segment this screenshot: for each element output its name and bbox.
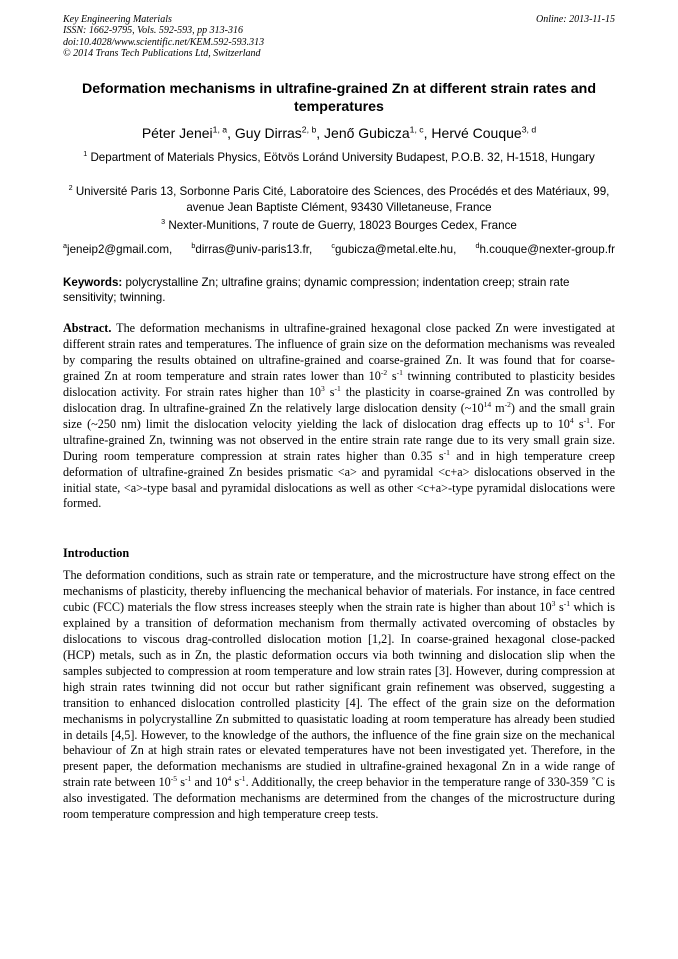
abstract-label: Abstract. <box>63 321 112 335</box>
affiliation-text: Université Paris 13, Sorbonne Paris Cité, Laboratoire des Sciences, des Procédés et des Matériaux, 99, avenue Jean Baptiste Clément, 93430 Villetaneuse, France <box>75 185 610 214</box>
abstract-text: s <box>324 384 335 399</box>
email-marker: b <box>191 241 196 251</box>
body-text: s <box>231 775 240 790</box>
affiliation-text: Nexter-Munitions, 7 route de Guerry, 18023 Bourges Cedex, France <box>168 219 517 232</box>
exponent: 3 <box>321 383 325 393</box>
exponent: -1 <box>334 383 341 393</box>
abstract-text: . For ultrafine-grained Zn, twinning was not observed in the entire strain rate range due to its very small grain size. During room temperature compression at strain rates higher than 0.35 s <box>63 416 615 463</box>
exponent: -1 <box>583 415 590 425</box>
section-heading-introduction: Introduction <box>63 546 130 560</box>
exponent: -1 <box>563 598 570 608</box>
author-name: Guy Dirras <box>234 125 302 141</box>
exponent: -1 <box>239 774 246 784</box>
exponent: -1 <box>396 367 403 377</box>
exponent: 4 <box>569 415 574 425</box>
abstract-text: ) and the small grain size (~250 nm) limit the dislocation velocity yielding the lack of dislocation drag effects up to 10 <box>63 400 615 431</box>
email-text: gubicza@metal.elte.hu, <box>334 243 457 256</box>
abstract-text: the plasticity in coarse-grained Zn was controlled by dislocation drag. In ultrafine-grained Zn the relatively large dislocation density (~10 <box>63 384 615 415</box>
email-list <box>63 242 615 257</box>
author-marker: 1, a <box>212 124 228 135</box>
email-c[interactable] <box>331 242 456 257</box>
abstract-text: s <box>573 416 584 431</box>
author-marker: 1, c <box>409 124 424 135</box>
author-name: Péter Jenei <box>141 125 213 141</box>
keywords-label: Keywords: <box>63 276 123 289</box>
email-marker: a <box>63 241 67 251</box>
affiliation-text: Department of Materials Physics, Eötvös Loránd University Budapest, P.O.B. 32, H-1518, Hungary <box>90 151 595 164</box>
exponent: -1 <box>443 447 450 457</box>
exponent: 4 <box>227 774 232 784</box>
body-text: s <box>555 599 564 614</box>
online-date: Online: 2013-11-15 <box>536 14 615 25</box>
introduction-body <box>63 568 615 823</box>
affiliation-1 <box>63 150 615 166</box>
email-d[interactable] <box>475 242 615 257</box>
body-text: The deformation conditions, such as strain rate or temperature, and the microstructure have strong effect on the mechanisms of plasticity, thereby influencing the mechanical behavior of materials. For instance, in face centred cubic (FCC) materials the flow stress increases steeply when the strain rate is higher than about 10 <box>63 568 615 614</box>
affiliation-2 <box>63 184 615 215</box>
exponent: -2 <box>504 399 511 409</box>
exponent: 3 <box>551 598 556 608</box>
body-text: . Additionally, the creep behavior in the temperature range of 330-359 ˚C is also investigated. The deformation mechanisms are determined from the changes of the microstructure during room temperature compression and high temperature creep tests. <box>63 775 615 822</box>
abstract <box>63 321 615 512</box>
affiliation-number: 1 <box>83 149 88 159</box>
exponent: 14 <box>483 399 492 409</box>
abstract-text: twinning contributed to plasticity besides dislocation activity. For strain rates higher than 10 <box>63 368 615 399</box>
issn-line: ISSN: 1662-9795, Vols. 592-593, pp 313-316 <box>63 25 243 37</box>
abstract-text: m <box>491 400 505 415</box>
email-text: dirras@univ-paris13.fr, <box>195 243 313 256</box>
abstract-text: and in high temperature creep deformation of ultrafine-grained Zn besides prismatic <a> and pyramidal <c+a> dislocations observed in the initial state, <a>-type basal and pyramidal dislocations as well as other <c+a>-type pyramidal dislocations were formed. <box>63 448 615 511</box>
affiliation-3 <box>63 218 615 234</box>
body-text: s <box>177 775 186 790</box>
author-marker: 3, d <box>521 124 537 135</box>
body-text: which is explained by a transition of deformation mechanism from thermally activated overcoming of obstacles by dislocations to viscous drag-controlled dislocation motion [1,2]. In coarse-grained hexagonal close-packed (HCP) metals, such as in Zn, the plastic deformation occurs via both twinning and dislocation slip when the samples subjected to compression at room temperature and low strain rates [3]. However, during compression at high strain rates twinning did not occur but rather significant grain refinement was observed, suggesting a transition to enhanced dislocation controlled plasticity [4]. The effect of the grain size on the deformation mechanisms in polycrystalline Zn submitted to quasistatic loading at room temperature has already been studied in details [4,5]. However, to the knowledge of the authors, the influence of the fine grain size on the mechanical behaviour of Zn at high strain rates or elevated temperatures have not been investigated yet. Therefore, in the present paper, the deformation mechanisms are studied in ultrafine-grained hexagonal Zn in a wide range of strain rate between 10 <box>63 599 615 790</box>
paper-title: Deformation mechanisms in ultrafine-grained Zn at different strain rates and temperatures <box>82 81 596 115</box>
doi-line: doi:10.4028/www.scientific.net/KEM.592-593.313 <box>63 36 265 48</box>
author-name: Jenő Gubicza <box>324 125 410 141</box>
email-text: jeneip2@gmail.com, <box>67 243 173 256</box>
email-text: h.couque@nexter-group.fr <box>479 243 615 256</box>
affiliation-number: 3 <box>161 217 166 227</box>
author-name: Hervé Couque <box>431 125 522 141</box>
abstract-text: s <box>387 368 397 383</box>
email-b[interactable] <box>191 242 312 257</box>
abstract-text: The deformation mechanisms in ultrafine-grained hexagonal close packed Zn were investigated at different strain rates and temperatures. The influence of grain size on the deformation mechanisms was revealed by comparing the results obtained on ultrafine-grained and coarse-grained Zn. It was found that for coarse-grained Zn at room temperature and strain rates lower than 10 <box>63 321 615 383</box>
journal-name: Key Engineering Materials <box>63 14 172 25</box>
keywords <box>63 275 615 306</box>
keywords-text: polycrystalline Zn; ultrafine grains; dynamic compression; indentation creep; strain rate sensitivity; twinning. <box>63 276 570 305</box>
email-a[interactable] <box>63 242 172 257</box>
author-marker: 2, b <box>301 124 317 135</box>
affiliation-number: 2 <box>68 183 73 193</box>
exponent: -2 <box>380 367 388 377</box>
exponent: -1 <box>185 774 192 784</box>
email-marker: c <box>331 241 335 251</box>
journal-header <box>63 14 615 59</box>
copyright-line: © 2014 Trans Tech Publications Ltd, Switzerland <box>63 47 261 59</box>
exponent: -5 <box>170 774 178 784</box>
body-text: and 10 <box>191 775 228 790</box>
author-list: Péter Jenei$^{1, a}$, Guy Dirras$^{2, b}$, Jenő Gubicza$^{1, c}$, Hervé Couque$^{3, d}$ <box>141 124 537 141</box>
email-marker: d <box>475 241 480 251</box>
